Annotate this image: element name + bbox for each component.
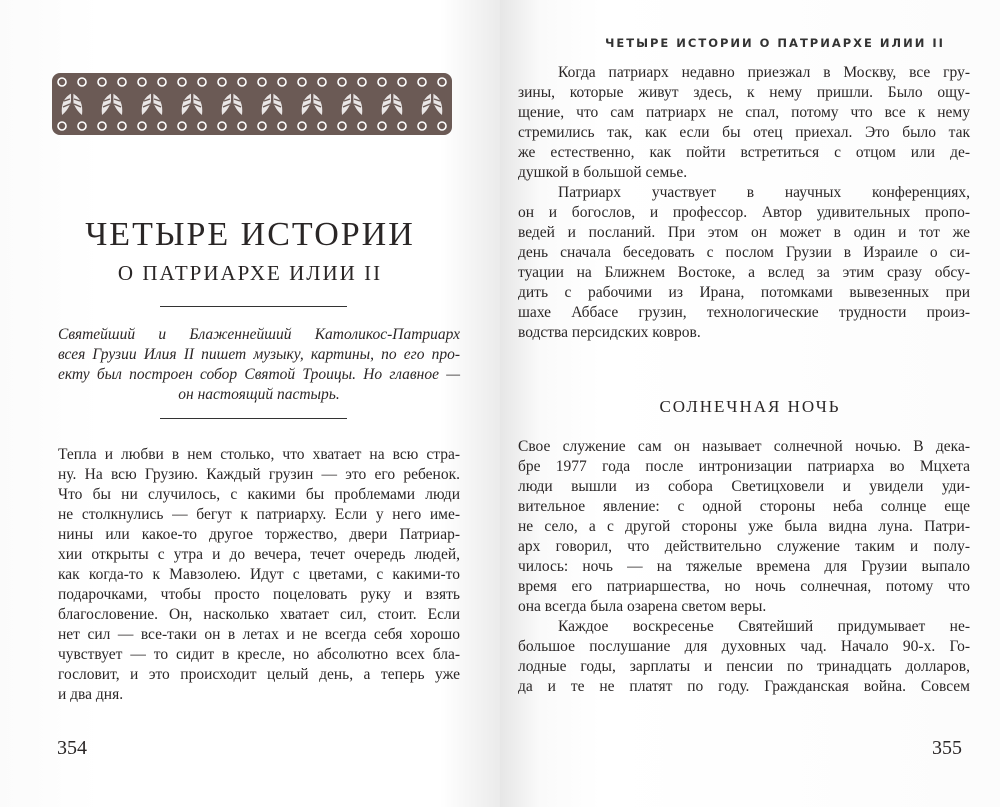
text-line: она всегда была озарена светом веры. [518,598,767,615]
text-line: екту был построен собор Святой Троицы. Но главное — [58,366,460,383]
page-number: 354 [57,737,87,759]
text-line: благословение. Он, насколько хватает сил, стоит. Если [58,606,460,623]
text-line: Свое служение сам он называет солнечной ночью. В дека- [518,438,970,455]
text-line: вительное явление: с одной стороны неба солнце еще [518,498,970,515]
page-number: 355 [932,737,962,759]
chapter-subtitle: О ПАТРИАРХЕ ИЛИИ II [117,261,383,285]
text-line: чувствует — то сидит в кресле, но абсолютно всех бла- [58,646,460,663]
text-line: Тепла и любви в нем столько, что хватает на всю стра- [58,446,460,463]
text-line: же естественно, как пойти встретиться с отцом или де- [518,144,970,161]
text-line: он настоящий пастырь. [178,386,340,403]
text-line: хии открыты с утра и до вечера, течет очередь людей, [58,546,460,563]
text-line: всея Грузии Илия II пишет музыку, картины, по его про- [58,346,460,363]
text-line: как когда-то к Мавзолею. Идут с цветами, с какими-то [58,566,460,583]
text-line: Когда патриарх недавно приезжал в Москву, все гру- [558,64,970,81]
text-line: не село, а с другой стороны уже была видна луна. Патри- [518,518,970,535]
text-line: гословит, и это происходит целый день, а теперь уже [58,666,460,683]
text-line: зины, которые живут здесь, к нему пришли. Было ощу- [518,84,970,101]
text-line: люди вышли из собора Светицховели и увидели уди- [518,478,970,495]
text-line: чилось: ночь — на тяжелые времена для Грузии выпало [518,558,970,575]
right-page [500,0,1000,807]
text-line: душкой в большой семье. [518,164,688,181]
text-line: время его патриаршества, но ночь солнечная, потому что [518,578,970,595]
text-line: туации на Ближнем Востоке, а вслед за этим сразу обсу- [518,264,970,281]
text-line: дить с рабочими из Ирана, потомками вывезенных при [518,284,970,301]
text-line: арх говорил, что действительно служение таким и полу- [518,538,970,555]
text-line: день сначала беседовать с послом Грузии в Израиле о си- [518,244,970,261]
text-line: лодные годы, зарплаты и пенсии по тринадцать долларов, [518,658,970,675]
text-line: Что бы ни случилось, с какими бы проблемами люди [58,486,460,503]
text-line: ведей и посланий. При этом он может в один и тот же [518,224,970,241]
text-line: щение, что сам патриарх не спал, потому что все к нему [518,104,970,121]
text-line: шахе Аббасе грузин, технологические трудности произ- [518,304,970,321]
text-line: он и богослов, и профессор. Автор удивительных пропо- [518,204,970,221]
text-line: стремились так, как если бы отец приехал. Это было так [518,124,970,141]
text-line: нины или какое-то другое торжество, двери Патриар- [58,526,460,543]
running-head: ЧЕТЫРЕ ИСТОРИИ О ПАТРИАРХЕ ИЛИИ II [605,36,945,50]
text-line: нет сил — все-таки он в летах и не всегда себя хорошо [58,626,460,643]
text-line: ну. На всю Грузию. Каждый грузин — это его ребенок. [58,466,460,483]
text-line: и два дня. [58,686,124,703]
chapter-title: ЧЕТЫРЕ ИСТОРИИ [85,216,415,253]
decorative-ornament-band [52,73,452,135]
text-line: не столкнулись — бегут к патриарху. Если у него име- [58,506,460,523]
divider [160,418,347,419]
text-line: да и те не платят по году. Гражданская война. Совсем [518,678,970,695]
section-heading: СОЛНЕЧНАЯ НОЧЬ [659,397,841,416]
text-line: Патриарх участвует в научных конференциях, [558,184,970,201]
text-line: большое послушание для духовных чад. Начало 90-х. Го- [518,638,970,655]
text-line: бре 1977 года после интронизации патриарха во Мцхета [518,458,970,475]
text-line: водства персидских ковров. [518,324,701,341]
divider [160,306,347,307]
text-line: Каждое воскресенье Святейший придумывает не- [558,618,970,635]
text-line: подарочками, чтобы просто поцеловать руку и взять [58,586,460,603]
text-line: Святейший и Блаженнейший Католикос-Патриарх [58,326,460,343]
